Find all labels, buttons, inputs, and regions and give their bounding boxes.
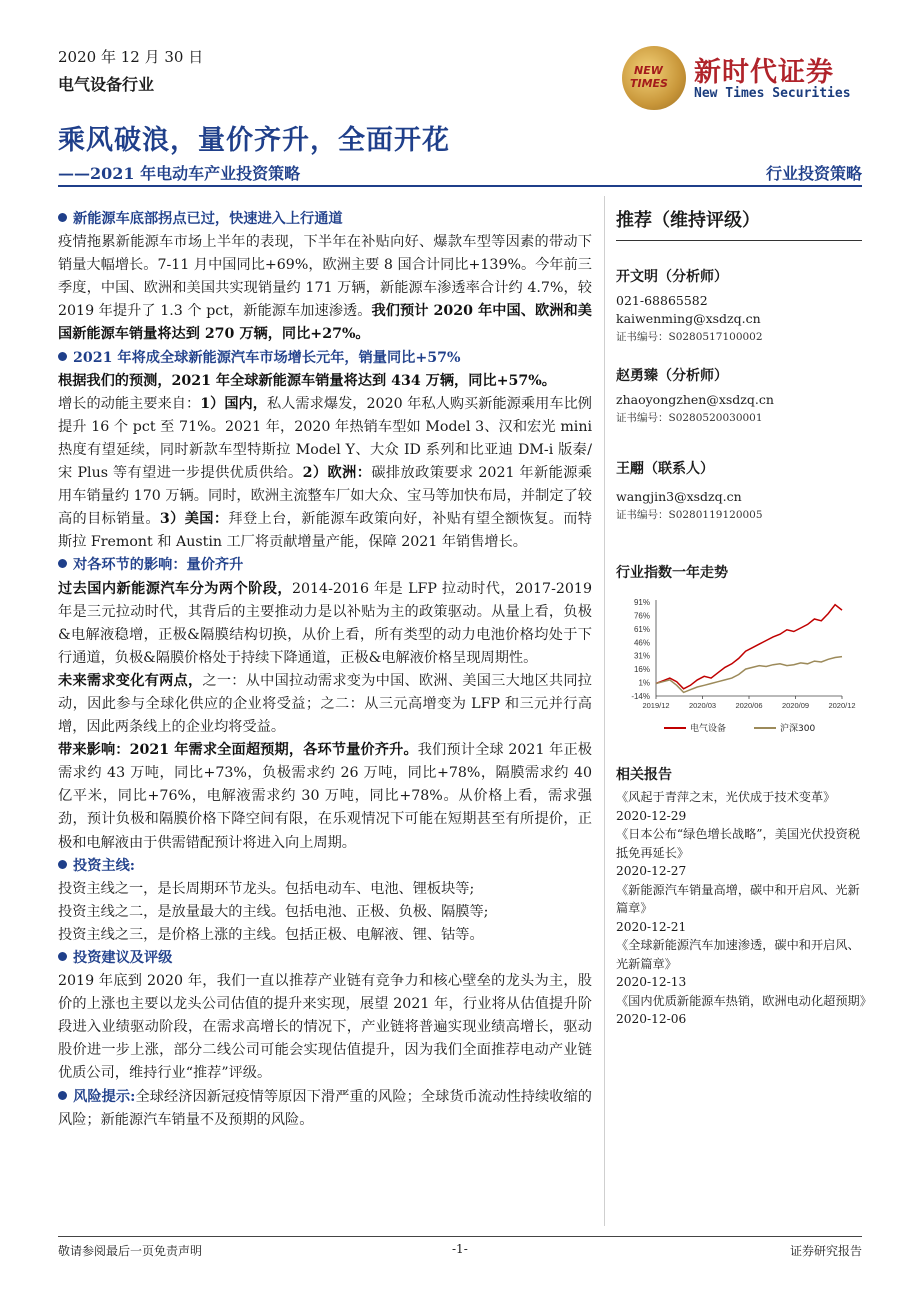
main-content [58,208,592,1132]
analyst-email: wangjin3@xsdzq.cn [616,489,742,504]
legend-label: 电气设备 [690,724,727,734]
related-report-title: 《新能源汽车销量高增，碳中和开启风、光新篇章》 [616,882,860,915]
bullet-icon [58,952,67,961]
report-type: 行业投资策略 [765,164,862,183]
section-heading: 投资建议及评级 [58,947,592,970]
analyst-cert: 证书编号：S0280520030001 [616,412,763,424]
index-chart [616,592,864,740]
analyst-cert: 证书编号：S0280517100002 [616,331,763,343]
related-report-date: 2020-12-13 [616,975,687,989]
paragraph: 投资主线之二，是放量最大的主线。包括电池、正极、负极、隔膜等; [58,903,489,920]
footer-divider [58,1236,862,1237]
section-heading: 新能源车底部拐点已过，快速进入上行通道 [58,208,592,231]
series-line [656,657,842,693]
x-tick-label: 2020/06 [735,701,763,710]
related-report-title: 《日本公布“绿色增长战略”，美国光伏投资税抵免再延长》 [616,827,861,860]
analyst-email: zhaoyongzhen@xsdzq.cn [616,392,774,407]
y-tick-label: -14% [631,692,650,701]
chart-title: 行业指数一年走势 [616,565,728,581]
bullet-icon [58,559,67,568]
analyst-name: 赵勇臻（分析师） [616,368,728,384]
analyst-block [616,268,866,346]
x-tick-label: 2020/12 [828,701,856,710]
rating: 推荐（维持评级） [616,210,760,231]
bullet-icon [58,213,67,222]
analyst-phone: 021-68865582 [616,293,708,308]
x-tick-label: 2019/12 [642,701,670,710]
paragraph: 增长的动能主要来自：1）国内，私人需求爆发，2020 年私人购买新能源乘用车比例提升 16 个 pct 至 71%。2021 年，2020 年热销车型如 Model 3、汉和宏光 mini 热度有望延续，同时新款车型特斯拉 Model Y、大众 ID 系列和比亚迪 DM-i 版秦/宋 Plus 等有望进一步提供优质供给。2）欧洲：碳排放政策要求 2021 年新能源乘用车销量约 170 万辆。同时，欧洲主流整车厂如大众、宝马等加快布局，并制定了较高的目标销量。3）美国：拜登上台，新能源车政策向好，补贴有望全额恢复。而特斯拉 Fremont 和 Austin 工厂将贡献增量产能，保障 2021 年销售增长。 [58,395,592,551]
report-subtitle: ——2021 年电动车产业投资策略 [58,164,301,183]
section-heading: 2021 年将成全球新能源汽车市场增长元年，销量同比+57% [58,347,592,370]
y-tick-label: 1% [638,678,650,688]
related-report-date: 2020-12-06 [616,1012,687,1026]
bullet-icon [58,860,67,869]
paragraph: 未来需求变化有两点，之一：从中国拉动需求变为中国、欧洲、美国三大地区共同拉动，因此参与全球化供应的企业将受益；之二：从三元高增变为 LFP 和三元并行高增，因此两条线上的企业均将受益。 [58,672,592,736]
section-heading: 对各环节的影响：量价齐升 [58,554,592,577]
report-date: 2020 年 12 月 30 日 [58,48,204,66]
related-report-item [616,936,866,992]
analyst-name: 王翢（联系人） [616,461,714,477]
related-report-title: 《风起于青萍之末，光伏成于技术变革》 [616,790,836,804]
x-tick-label: 2020/03 [688,701,717,710]
related-report-item [616,881,866,937]
company-logo [622,46,862,110]
header-divider [58,185,862,187]
paragraph: 过去国内新能源汽车分为两个阶段，2014-2016 年是 LFP 拉动时代，2017-2019 年是三元拉动时代，其背后的主要推动力是以补贴为主的政策驱动。从量上看，负极&电解液稳增，正极&隔膜结构切换，从价上看，所有类型的动力电池价格均处于下行通道，负极&隔膜价格处于持续下降通道，正极&电解液价格呈现周期性。 [58,580,592,666]
legend-label: 沪深300 [780,724,816,734]
report-title: 乘风破浪，量价齐升，全面开花 [58,125,450,156]
analyst-email: kaiwenming@xsdzq.cn [616,311,761,326]
analyst-block [616,367,866,427]
y-tick-label: 16% [633,665,650,675]
related-report-date: 2020-12-29 [616,808,687,823]
bullet-icon [58,1091,67,1100]
paragraph: 投资主线之一，是长周期环节龙头。包括电动车、电池、锂板块等; [58,880,475,897]
series-line [656,605,842,689]
paragraph: 2019 年底到 2020 年，我们一直以推荐产业链有竞争力和核心壁垒的龙头为主，股价的上涨也主要以龙头公司估值的提升来实现，展望 2021 年，行业将从估值提升阶段进入业绩驱动阶段，在需求高增长的情况下，产业链将普遍实现业绩高增长，驱动股价进一步上涨，部分二线公司可能会实现估值提升，因为我们全面推荐电动产业链优质公司，维持行业“推荐”评级。 [58,973,592,1082]
industry-label: 电气设备行业 [58,75,155,94]
x-tick-label: 2020/09 [781,701,810,710]
y-tick-label: 91% [633,598,650,607]
rating-divider [616,240,862,241]
column-divider [604,196,605,1226]
paragraph: 疫情拖累新能源车市场上半年的表现，下半年在补贴向好、爆款车型等因素的带动下销量大幅增长。7-11 月中国同比+69%，欧洲主要 8 国合计同比+139%。今年前三季度，中国、欧洲和美国共实现销量约 171 万辆，新能源车渗透率合计约 4.7%，较 2019 年提升了 1.3 个 pct，新能源车加速渗透。我们预计 2020 年中国、欧洲和美国新能源车销量将达到 270 万辆，同比+27%。 [58,234,592,343]
y-tick-label: 46% [633,638,650,648]
y-tick-label: 61% [633,624,650,634]
y-tick-label: 31% [633,651,650,661]
paragraph: 投资主线之三，是价格上涨的主线。包括正极、电解液、锂、钴等。 [58,926,484,943]
bullet-icon [58,352,67,361]
related-reports-title: 相关报告 [616,767,672,783]
logo-chinese-name: 新时代证券 [694,57,834,88]
related-report-title: 《国内优质新能源车热销，欧洲电动化超预期》 [616,993,872,1008]
footer-disclaimer: 敬请参阅最后一页免责声明 [58,1244,203,1258]
related-report-item [616,992,872,1029]
analyst-cert: 证书编号：S0280119120005 [616,509,763,521]
related-report-item [616,788,866,825]
analyst-block [616,460,866,524]
analyst-name: 开文明（分析师） [616,269,728,285]
paragraph: 根据我们的预测，2021 年全球新能源车销量将达到 434 万辆，同比+57%。 [58,372,556,389]
related-report-date: 2020-12-21 [616,919,687,934]
section-heading: 投资主线: [58,855,592,878]
paragraph: 带来影响：2021 年需求全面超预期，各环节量价齐升。我们预计全球 2021 年正极需求约 43 万吨，同比+73%，负极需求约 26 万吨，同比+78%，隔膜需求约 40 亿平米，同比+76%，电解液需求约 30 万吨，同比+78%。从价格上看，需求强劲，预计负极和隔膜价格下降空间有限，在乐观情况下可能在短期甚至有所提价，正极和电解液由于供需错配预计将进入向上周期。 [58,742,592,851]
footer-label: 证券研究报告 [789,1244,862,1258]
related-reports [616,788,872,1029]
related-report-item [616,825,866,881]
related-report-date: 2020-12-27 [616,864,687,878]
paragraph: 风险提示:全球经济因新冠疫情等原因下滑严重的风险；全球货币流动性持续收缩的风险；新能源汽车销量不及预期的风险。 [58,1088,592,1128]
y-tick-label: 76% [633,611,650,621]
page-number: -1- [452,1242,468,1256]
logo-emblem-icon: NEW TIMES [622,46,686,110]
logo-english-name: New Times Securities [694,86,851,101]
related-report-title: 《全球新能源汽车加速渗透，碳中和开启风、光新篇章》 [616,938,860,971]
